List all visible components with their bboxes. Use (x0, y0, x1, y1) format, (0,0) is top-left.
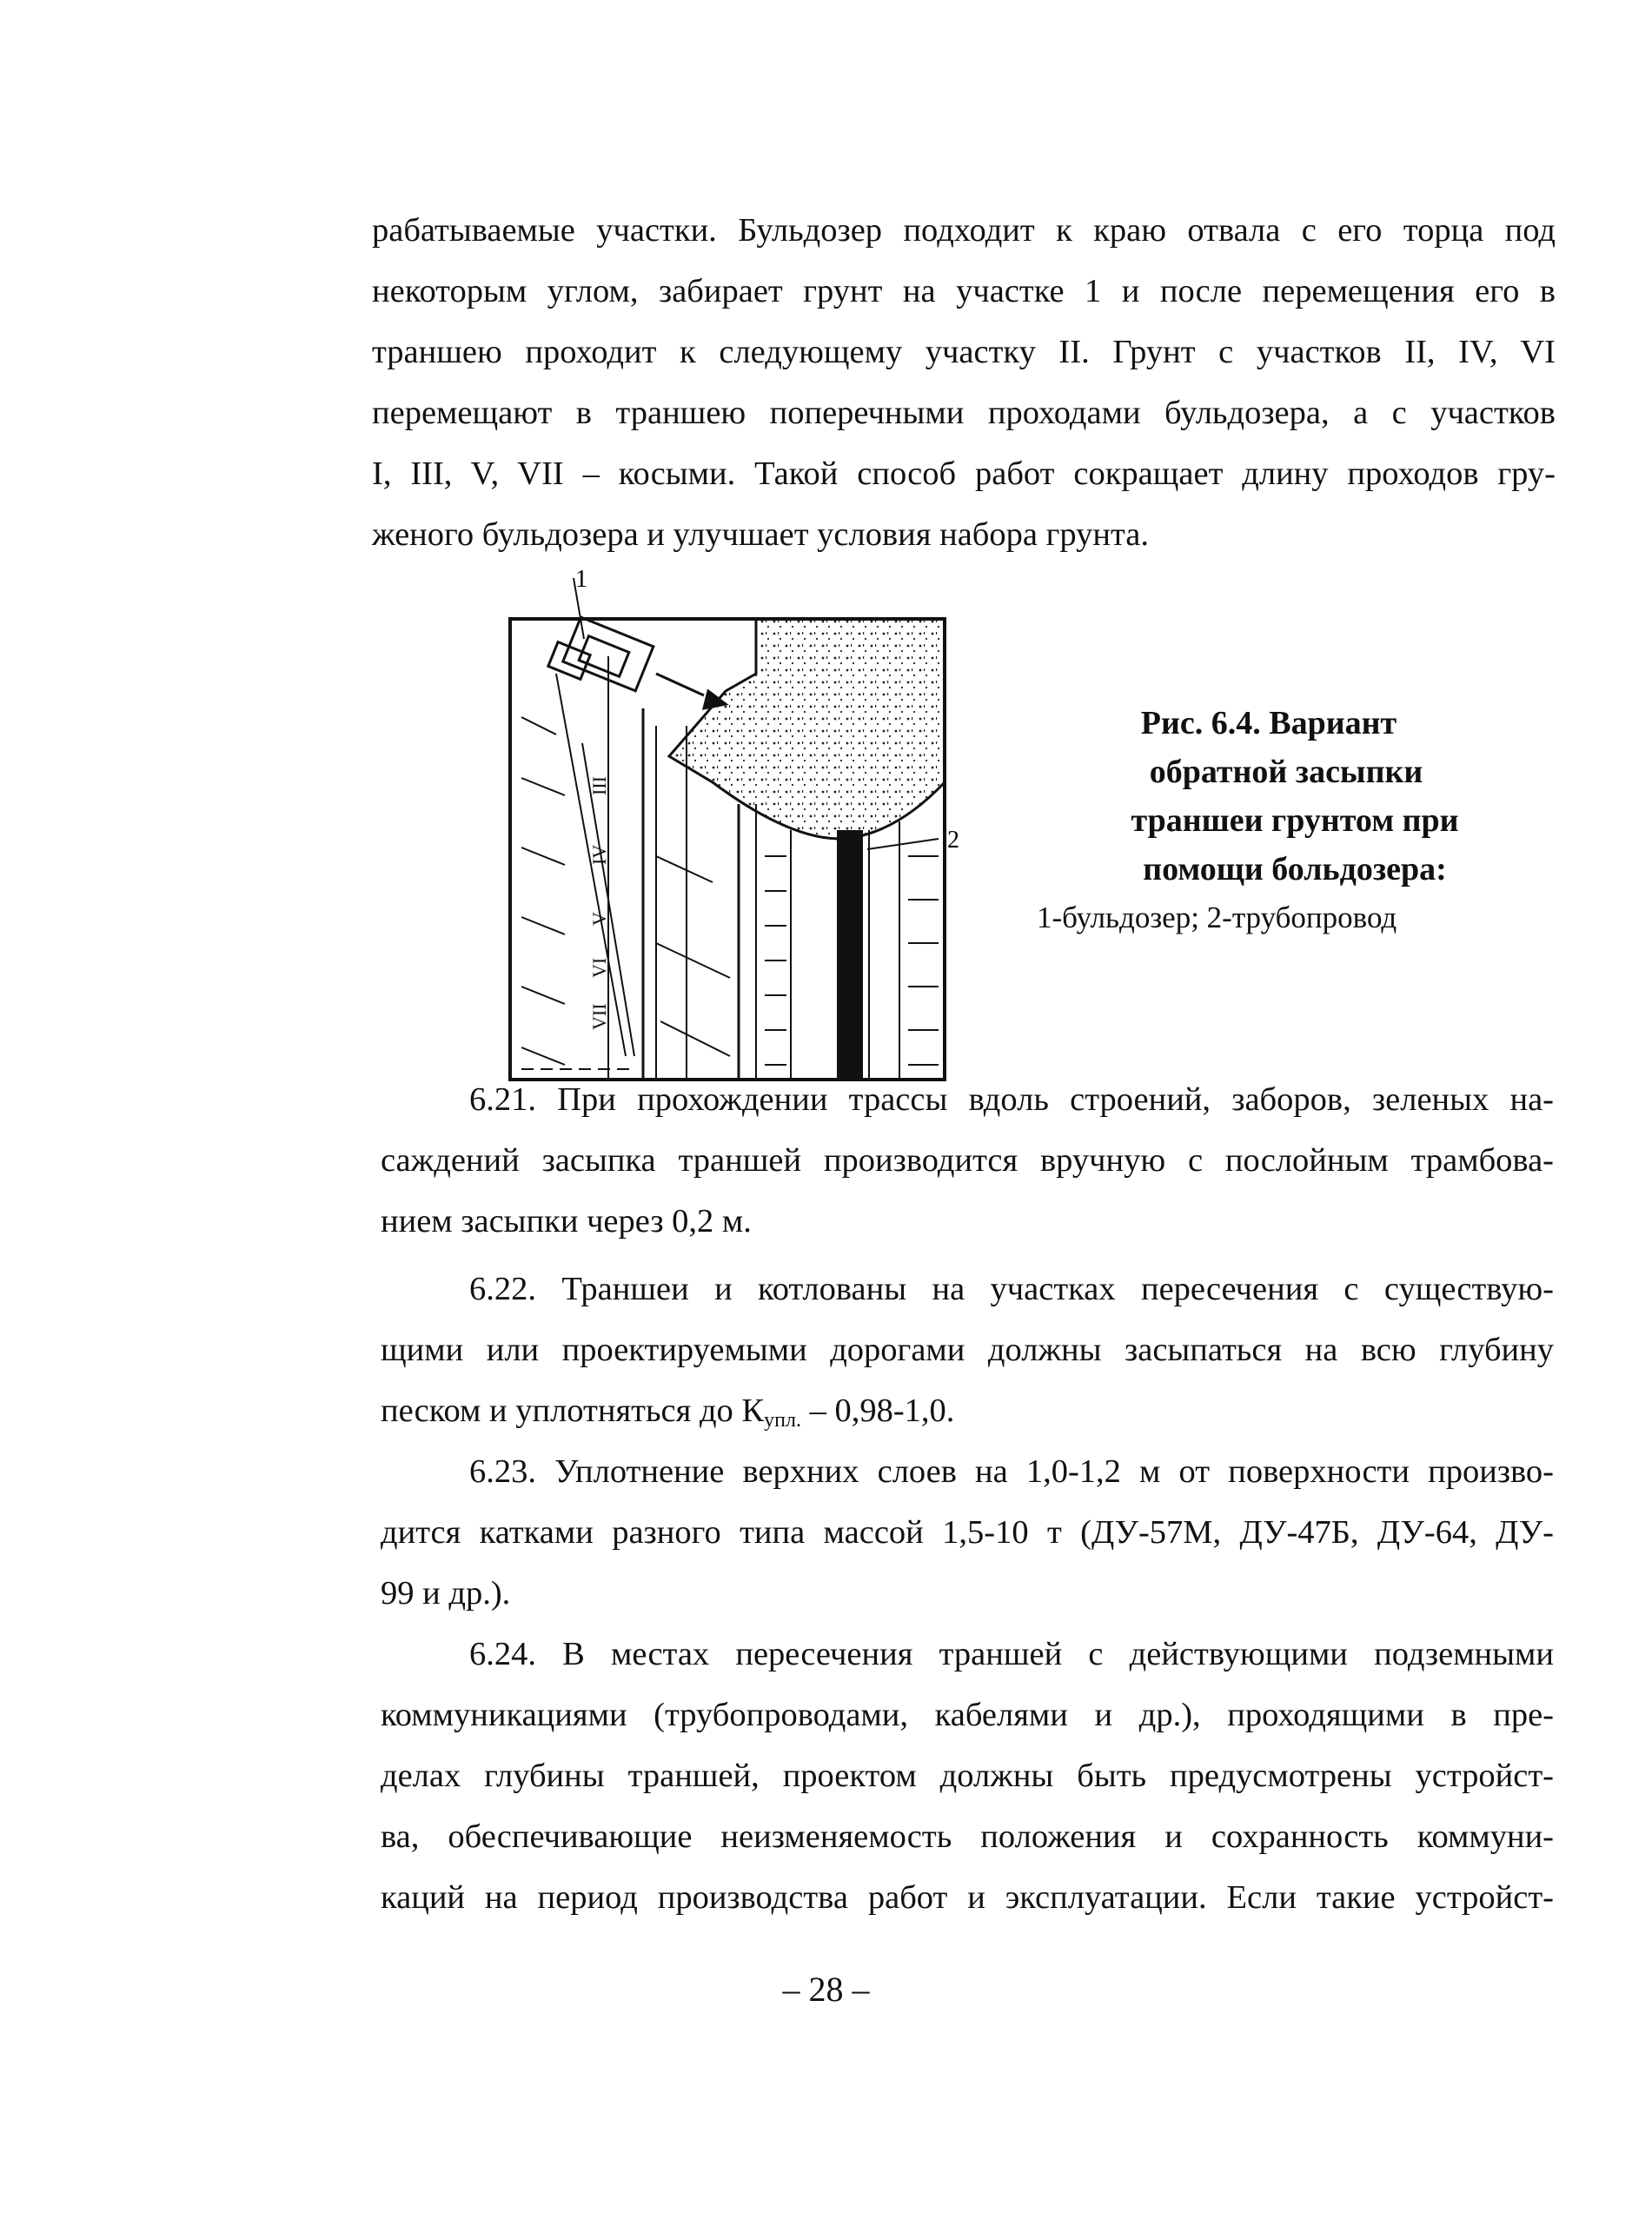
page-number: – 28 – (782, 1970, 870, 2009)
section-label: IV (588, 844, 610, 865)
section-label: III (588, 776, 610, 795)
text-line: каций на период производства работ и эксплуатации. Если такие устройст- (381, 1879, 1554, 1916)
caption-line: Рис. 6.4. Вариант (1140, 705, 1397, 741)
text-line: щими или проектируемыми дорогами должны засыпаться на всю глубину (381, 1332, 1554, 1368)
section-label: VII (588, 1003, 610, 1030)
text-line: женого бульдозера и улучшает условия набора грунта. (372, 516, 1149, 553)
text-line: дится катками разного типа массой 1,5-10 т (ДУ-57М, ДУ-47Б, ДУ-64, ДУ- (381, 1514, 1554, 1551)
text-line: траншею проходит к следующему участку II. Грунт с участков II, IV, VI (372, 334, 1556, 370)
text-line: I, III, V, VII – косыми. Такой способ работ сокращает длину проходов гру- (372, 455, 1556, 492)
caption-line: помощи больдозера: (1143, 851, 1447, 887)
caption-legend: 1-бульдозер; 2-трубопровод (1037, 901, 1397, 934)
caption-line: обратной засыпки (1149, 754, 1423, 790)
callout-2: 2 (947, 827, 959, 854)
text-line: 6.23. Уплотнение верхних слоев на 1,0-1,2 м от поверхности произво- (469, 1453, 1554, 1490)
text-line: 6.21. При прохождении трассы вдоль строений, заборов, зеленых на- (469, 1081, 1554, 1118)
text-line: песком и уплотняться до $К_{упл.} - 0,98-1,0$. (381, 1392, 955, 1432)
text-line: рабатываемые участки. Бульдозер подходит к краю отвала с его торца под (372, 212, 1556, 249)
text-line: нием засыпки через 0,2 м. (381, 1203, 752, 1240)
text-line: саждений засыпка траншей производится вручную с послойным трамбова- (381, 1142, 1554, 1179)
bulldozer-shape (548, 617, 726, 708)
text-line: некоторым углом, забирает грунт на участке 1 и после перемещения его в (372, 273, 1556, 309)
text-line: перемещают в траншею поперечными проходами бульдозера, а с участков (372, 395, 1556, 431)
figure-trench-backfill (504, 569, 1025, 1091)
text-line: коммуникациями (трубопроводами, кабелями и др.), проходящими в пре- (381, 1697, 1554, 1733)
text-line: делах глубины траншей, проектом должны быть предусмотрены устройст- (381, 1758, 1554, 1794)
text-line: 6.24. В местах пересечения траншей с действующими подземными (469, 1636, 1554, 1672)
section-label: V (588, 912, 610, 926)
callout-1: 1 (575, 569, 587, 593)
text-line: 6.22. Траншеи и котлованы на участках пересечения с существую- (469, 1271, 1554, 1307)
caption-line: траншеи грунтом при (1131, 802, 1459, 839)
section-label: VI (588, 957, 610, 978)
text-line: 99 и др.). (381, 1575, 511, 1612)
text-line: ва, обеспечивающие неизменяемость положения и сохранность коммуни- (381, 1818, 1554, 1855)
